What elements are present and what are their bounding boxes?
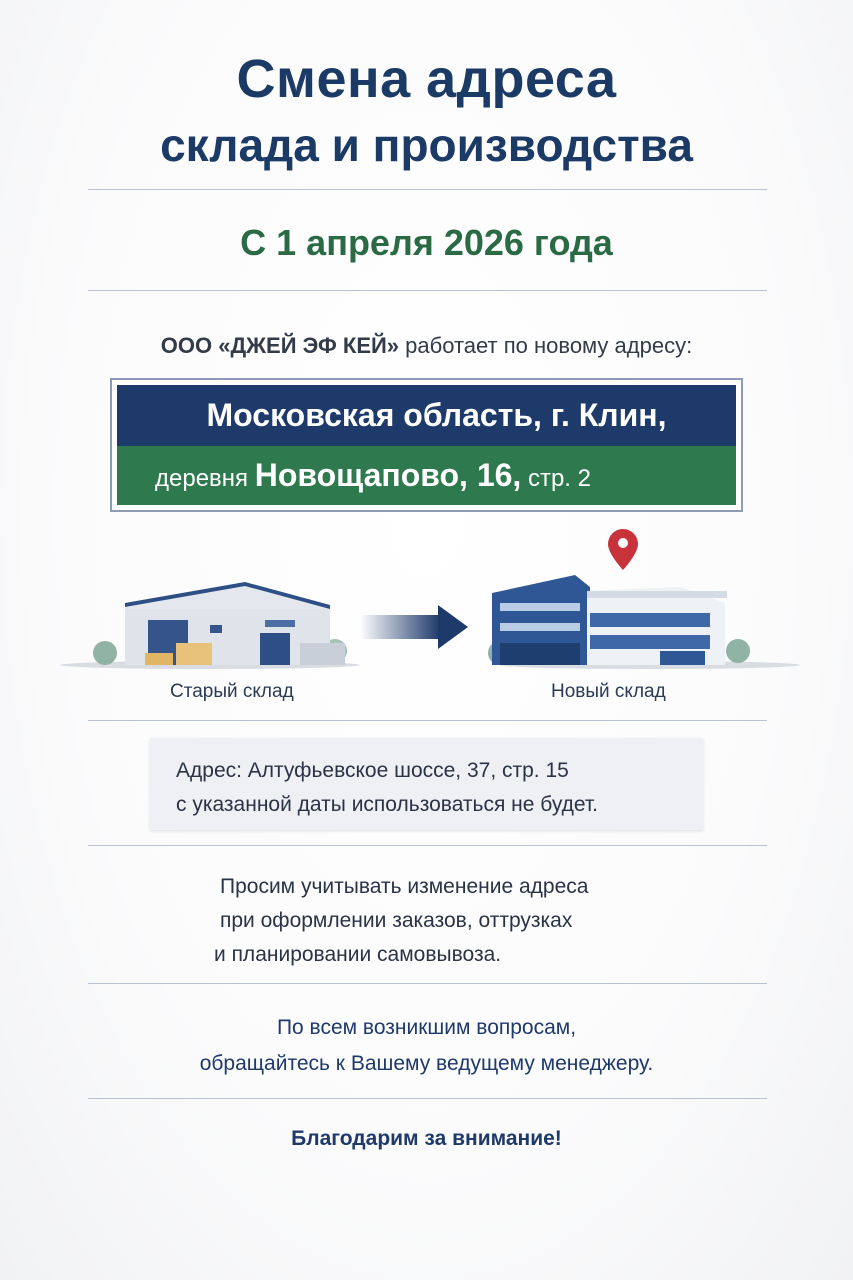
title-line2: склада и производства [160, 119, 693, 171]
intro-text [0, 333, 853, 359]
new-address-box [110, 378, 743, 512]
divider [88, 189, 767, 190]
old-warehouse-label: Старый склад [170, 681, 294, 702]
intro-suffix: работает по новому адресу: [399, 333, 693, 358]
request-line1: Просим учитывать изменение адреса [220, 875, 589, 898]
old-address-line2: с указанной даты использоваться не будет. [176, 793, 599, 816]
contact-line2: обращайтесь к Вашему ведущему менеджеру. [199, 1052, 654, 1075]
request-paragraph [214, 870, 588, 972]
address-prefix: деревня [155, 465, 255, 492]
divider [88, 290, 767, 291]
request-line3: и планировании самовывоза. [214, 943, 502, 966]
arrow-right-icon [360, 605, 468, 649]
relocation-illustration [60, 525, 800, 675]
new-address-line2 [117, 446, 736, 505]
divider [88, 845, 767, 846]
old-address-notice [150, 738, 703, 830]
title-line1: Смена адреса [236, 49, 617, 109]
new-address-line1: Московская область, г. Клин, [117, 385, 736, 446]
new-warehouse-label: Новый склад [551, 681, 666, 702]
divider [88, 1098, 767, 1099]
contact-line1: По всем возникшим вопросам, [276, 1016, 577, 1039]
thanks-text: Благодарим за внимание! [291, 1127, 562, 1150]
old-warehouse-icon [60, 582, 360, 669]
divider [88, 720, 767, 721]
effective-date: С 1 апреля 2026 года [240, 222, 613, 263]
address-suffix: стр. 2 [521, 465, 591, 492]
divider [88, 983, 767, 984]
contact-paragraph [0, 1010, 853, 1082]
old-address-line1: Адрес: Алтуфьевское шоссе, 37, стр. 15 [176, 759, 569, 782]
new-warehouse-icon [488, 575, 800, 669]
company-name: ООО «ДЖЕЙ ЭФ КЕЙ» [160, 333, 400, 358]
address-main: Новощапово, 16, [254, 457, 522, 493]
request-line2: при оформлении заказов, оттрузках [220, 909, 573, 932]
location-pin-icon [608, 529, 638, 570]
